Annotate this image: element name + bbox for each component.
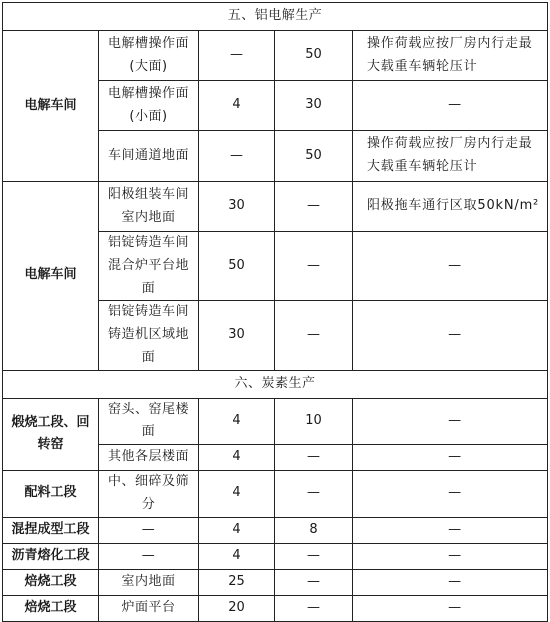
load-spec-table (2, 2, 548, 622)
table-row (3, 471, 548, 518)
value-1-cell: — (199, 31, 275, 81)
note-cell: — (353, 471, 548, 518)
value-2-cell: — (275, 182, 353, 232)
value-2-cell: 50 (275, 31, 353, 81)
section-title-row (3, 3, 548, 31)
value-2-cell: — (275, 543, 353, 569)
location-cell: 铝锭铸造车间混合炉平台地面 (99, 232, 199, 301)
note-cell: — (353, 301, 548, 370)
area-cell: 焙烧工段 (3, 569, 99, 595)
location-cell: 电解槽操作面(小面) (99, 81, 199, 131)
area-cell: 电解车间 (3, 182, 99, 371)
table-row (3, 182, 548, 232)
value-1-cell: — (199, 131, 275, 182)
table-row (3, 543, 548, 569)
table-body (3, 3, 548, 622)
value-1-cell: 50 (199, 232, 275, 301)
table-row (3, 569, 548, 595)
area-cell: 混捏成型工段 (3, 517, 99, 543)
note-cell: — (353, 232, 548, 301)
location-cell: 阳极组装车间室内地面 (99, 182, 199, 232)
area-cell: 煅烧工段、回转窑 (3, 398, 99, 471)
value-1-cell: 4 (199, 543, 275, 569)
value-1-cell: 4 (199, 471, 275, 518)
location-cell: 铝锭铸造车间铸造机区域地面 (99, 301, 199, 370)
value-1-cell: 4 (199, 81, 275, 131)
table-row (3, 517, 548, 543)
area-cell: 焙烧工段 (3, 595, 99, 621)
note-cell: 阳极拖车通行区取50kN/m² (353, 182, 548, 232)
value-2-cell: 50 (275, 131, 353, 182)
area-cell: 配料工段 (3, 471, 99, 518)
area-cell: 电解车间 (3, 31, 99, 182)
note-cell: — (353, 81, 548, 131)
location-cell: 中、细碎及筛分 (99, 471, 199, 518)
value-1-cell: 20 (199, 595, 275, 621)
location-cell: 电解槽操作面(大面) (99, 31, 199, 81)
location-cell: 炉面平台 (99, 595, 199, 621)
location-cell: — (99, 543, 199, 569)
location-cell: 窑头、窑尾楼面 (99, 398, 199, 445)
location-cell: 室内地面 (99, 569, 199, 595)
value-2-cell: — (275, 301, 353, 370)
value-2-cell: — (275, 232, 353, 301)
section-title: 六、炭素生产 (3, 370, 548, 398)
section-title: 五、铝电解生产 (3, 3, 548, 31)
value-1-cell: 4 (199, 398, 275, 445)
table-row (3, 595, 548, 621)
note-cell: 操作荷载应按厂房内行走最大载重车辆轮压计 (353, 131, 548, 182)
section-title-row (3, 370, 548, 398)
value-2-cell: 10 (275, 398, 353, 445)
value-2-cell: — (275, 569, 353, 595)
table-row (3, 31, 548, 81)
note-cell: — (353, 517, 548, 543)
note-cell: 操作荷载应按厂房内行走最大载重车辆轮压计 (353, 31, 548, 81)
location-cell: — (99, 517, 199, 543)
value-2-cell: — (275, 595, 353, 621)
note-cell: — (353, 543, 548, 569)
value-1-cell: 30 (199, 182, 275, 232)
value-2-cell: 8 (275, 517, 353, 543)
value-1-cell: 4 (199, 517, 275, 543)
area-cell: 沥青熔化工段 (3, 543, 99, 569)
value-2-cell: — (275, 445, 353, 471)
value-1-cell: 25 (199, 569, 275, 595)
note-cell: — (353, 445, 548, 471)
value-2-cell: 30 (275, 81, 353, 131)
location-cell: 车间通道地面 (99, 131, 199, 182)
table-row (3, 398, 548, 445)
note-cell: — (353, 569, 548, 595)
value-1-cell: 4 (199, 445, 275, 471)
note-cell: — (353, 398, 548, 445)
value-1-cell: 30 (199, 301, 275, 370)
note-cell: — (353, 595, 548, 621)
location-cell: 其他各层楼面 (99, 445, 199, 471)
value-2-cell: — (275, 471, 353, 518)
